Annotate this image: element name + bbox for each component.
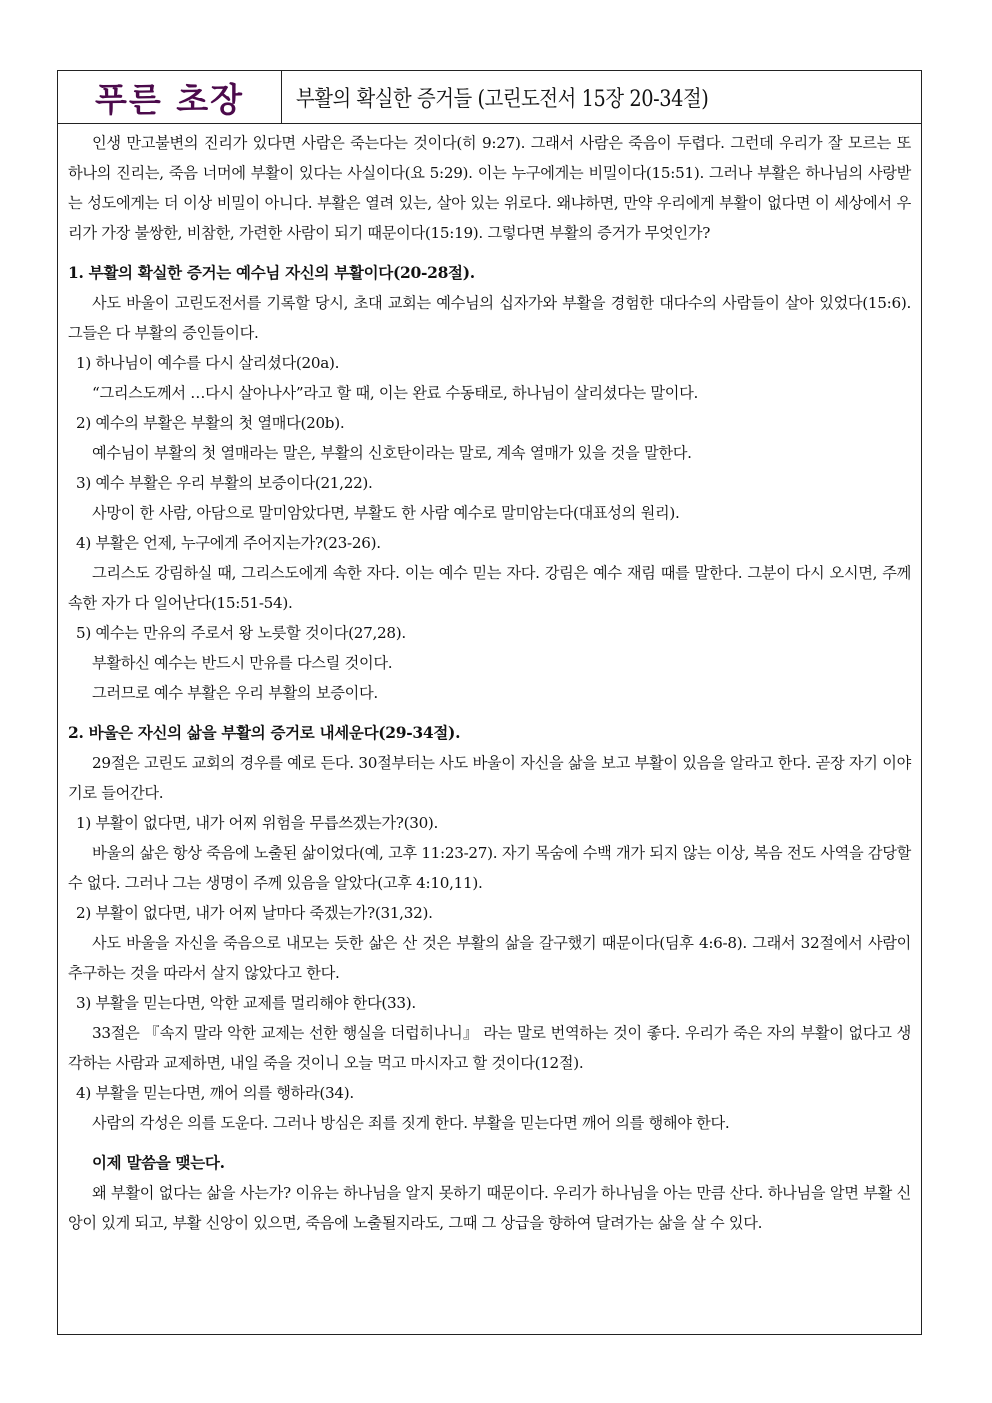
point-body: “그리스도께서 …다시 살아나사”라고 할 때, 이는 완료 수동태로, 하나님이 살리셨다는 말이다. <box>92 384 699 402</box>
intro-paragraph: 인생 만고불변의 진리가 있다면 사람은 죽는다는 것이다(히 9:27). 그래서 사람은 죽음이 두렵다. 그런데 우리가 잘 모르는 또 하나의 진리는, 죽음 너머에 부활이 있다는 사실이다(요 5:29). 이는 누구에게는 비밀이다(15:51). 그러나 부활은 하나님의 사랑받는 성도에게는 더 이상 비밀이 아니다. 부활은 열려 있는, 살아 있는 위로다. 왜냐하면, 만약 우리에게 부활이 없다면 이 세상에서 우리가 가장 불쌍한, 비참한, 가련한 사람이 되기 때문이다(15:19). 그렇다면 부활의 증거가 무엇인가? <box>68 134 911 242</box>
section-1 <box>68 258 911 708</box>
sermon-title: 부활의 확실한 증거들 (고린도전서 15장 20-34절) <box>296 86 709 112</box>
sermon-body <box>58 124 921 1238</box>
point-title: 2) 부활이 없다면, 내가 어찌 날마다 죽겠는가?(31,32). <box>76 904 433 922</box>
closing-section <box>68 1148 911 1238</box>
title-cell <box>282 71 921 123</box>
point-title: 1) 부활이 없다면, 내가 어찌 위험을 무릅쓰겠는가?(30). <box>76 814 439 832</box>
point-title: 5) 예수는 만유의 주로서 왕 노릇할 것이다(27,28). <box>76 624 406 642</box>
header-row <box>58 71 921 124</box>
point-body: 부활하신 예수는 반드시 만유를 다스릴 것이다. <box>92 654 393 672</box>
point-body: 사람의 각성은 의를 도운다. 그러나 방심은 죄를 짓게 한다. 부활을 믿는다면 깨어 의를 행해야 한다. <box>92 1114 730 1132</box>
point-body: 33절은 『속지 말라 악한 교제는 선한 행실을 더럽히나니』 라는 말로 번역하는 것이 좋다. 우리가 죽은 자의 부활이 없다고 생각하는 사람과 교제하면, 내일 죽을 것이니 오늘 먹고 마시자고 할 것이다(12절). <box>68 1024 911 1072</box>
section-title: 2. 바울은 자신의 삶을 부활의 증거로 내세운다(29-34절). <box>68 723 461 742</box>
point-title: 4) 부활은 언제, 누구에게 주어지는가?(23-26). <box>76 534 381 552</box>
point-body: 사도 바울을 자신을 죽음으로 내모는 듯한 삶은 산 것은 부활의 삶을 갈구했기 때문이다(딤후 4:6-8). 그래서 32절에서 사람이 추구하는 것을 따라서 살지 않았다고 한다. <box>68 934 911 982</box>
point-title: 1) 하나님이 예수를 다시 살리셨다(20a). <box>76 354 340 372</box>
closing-body: 왜 부활이 없다는 삶을 사는가? 이유는 하나님을 알지 못하기 때문이다. 우리가 하나님을 아는 만큼 산다. 하나님을 알면 부활 신앙이 있게 되고, 부활 신앙이 있으면, 죽음에 노출될지라도, 그때 그 상급을 향하여 달려가는 삶을 살 수 있다. <box>68 1184 911 1232</box>
point-body: 예수님이 부활의 첫 열매라는 말은, 부활의 신호탄이라는 말로, 계속 열매가 있을 것을 말한다. <box>92 444 692 462</box>
bulletin-box <box>57 70 922 1335</box>
section-title: 1. 부활의 확실한 증거는 예수님 자신의 부활이다(20-28절). <box>68 263 475 282</box>
point-title: 3) 부활을 믿는다면, 악한 교제를 멀리해야 한다(33). <box>76 994 416 1012</box>
brand-cell <box>58 71 282 123</box>
point-body: 바울의 삶은 항상 죽음에 노출된 삶이었다(예, 고후 11:23-27). 자기 목숨에 수백 개가 되지 않는 이상, 복음 전도 사역을 감당할 수 없다. 그러나 그는 생명이 주께 있음을 알았다(고후 4:10,11). <box>68 844 911 892</box>
section-lead: 사도 바울이 고린도전서를 기록할 당시, 초대 교회는 예수님의 십자가와 부활을 경험한 대다수의 사람들이 살아 있었다(15:6). 그들은 다 부활의 증인들이다. <box>68 294 911 342</box>
point-body: 그리스도 강림하실 때, 그리스도에게 속한 자다. 이는 예수 믿는 자다. 강림은 예수 재림 때를 말한다. 그분이 다시 오시면, 주께 속한 자가 다 일어난다(15:51-54). <box>68 564 911 612</box>
point-body: 그러므로 예수 부활은 우리 부활의 보증이다. <box>92 684 378 702</box>
brand-title: 푸른 초장 <box>94 79 244 119</box>
point-body: 사망이 한 사람, 아담으로 말미암았다면, 부활도 한 사람 예수로 말미암는다(대표성의 원리). <box>92 504 680 522</box>
point-title: 2) 예수의 부활은 부활의 첫 열매다(20b). <box>76 414 345 432</box>
section-2 <box>68 718 911 1138</box>
section-lead: 29절은 고린도 교회의 경우를 예로 든다. 30절부터는 사도 바울이 자신을 삶을 보고 부활이 있음을 알라고 한다. 곧장 자기 이야기로 들어간다. <box>68 754 911 802</box>
closing-title: 이제 말씀을 맺는다. <box>92 1153 225 1172</box>
point-title: 4) 부활을 믿는다면, 깨어 의를 행하라(34). <box>76 1084 354 1102</box>
point-title: 3) 예수 부활은 우리 부활의 보증이다(21,22). <box>76 474 373 492</box>
